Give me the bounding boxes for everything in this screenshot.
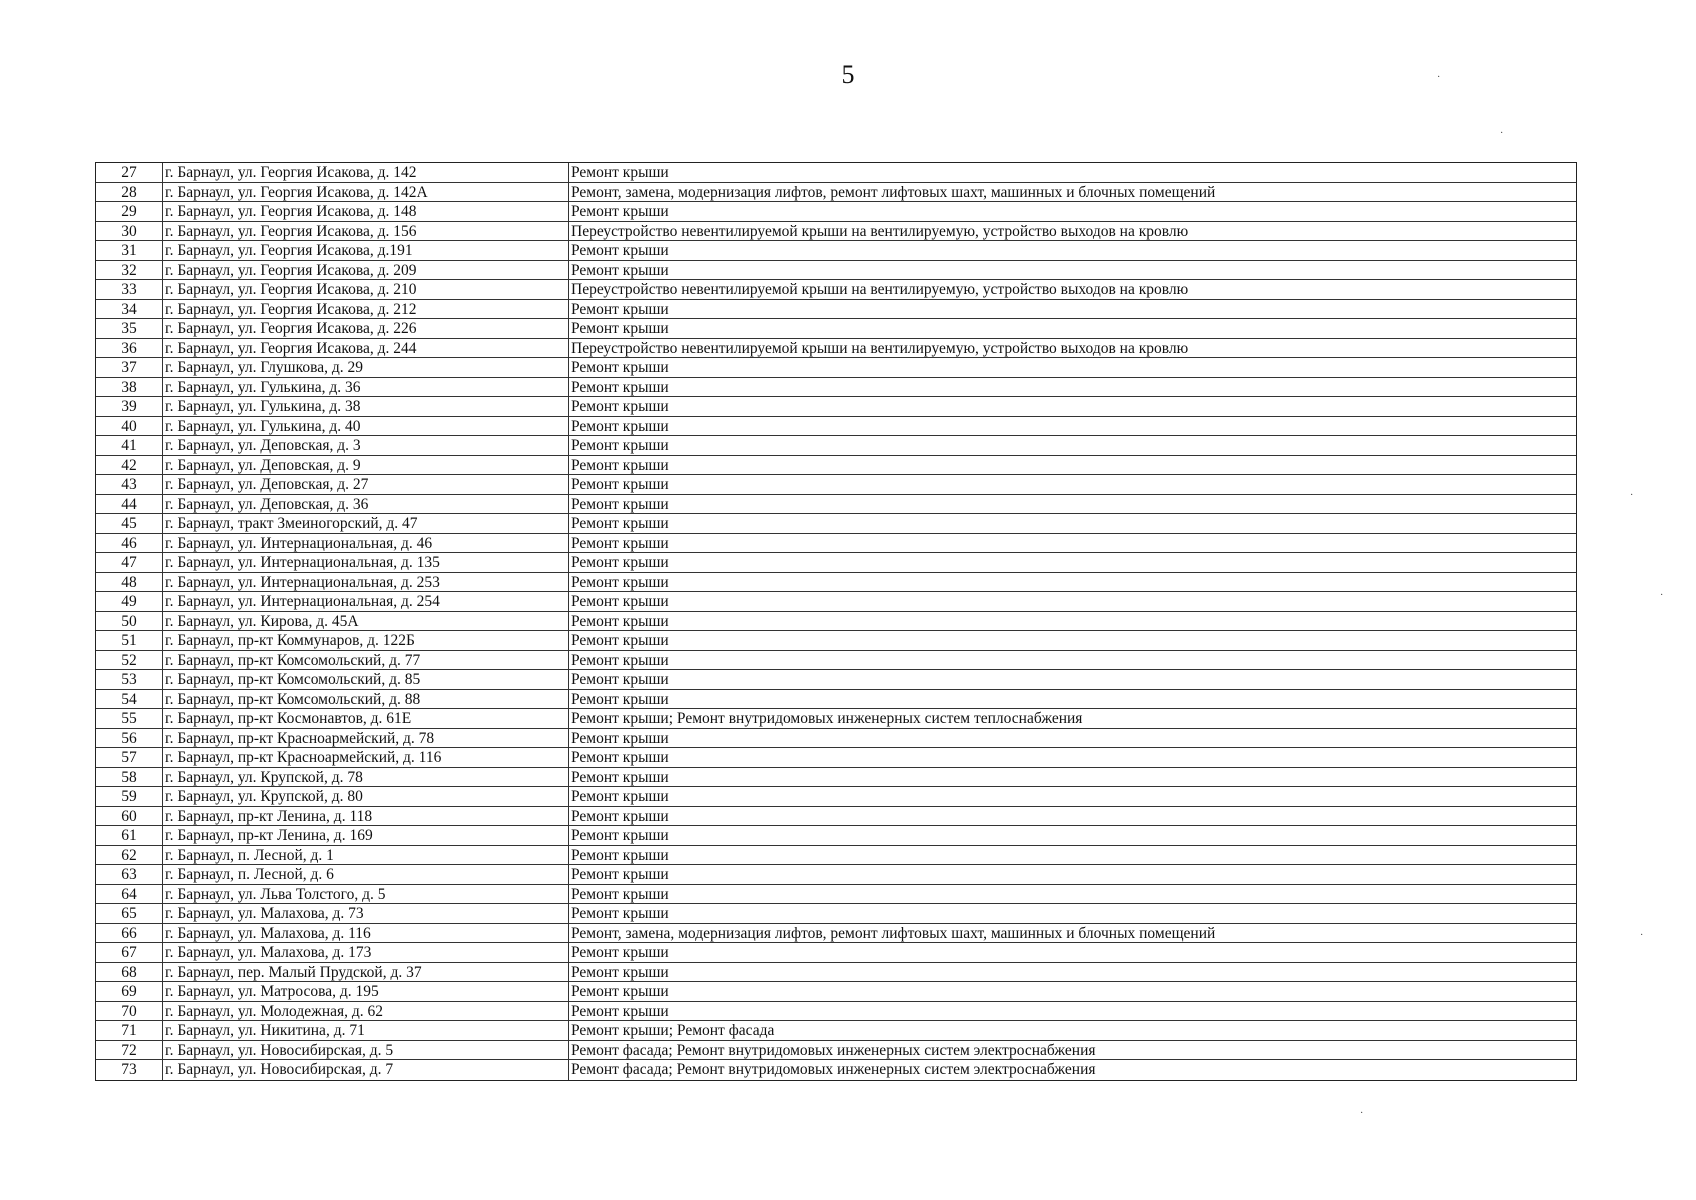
address-cell: г. Барнаул, ул. Георгия Исакова, д. 210 bbox=[163, 280, 569, 299]
scan-speck: · bbox=[1660, 590, 1664, 601]
address-cell: г. Барнаул, ул. Георгия Исакова, д. 156 bbox=[163, 222, 569, 241]
table-row bbox=[96, 261, 1576, 281]
row-number-cell: 47 bbox=[96, 553, 163, 572]
address-cell: г. Барнаул, пр-кт Ленина, д. 118 bbox=[163, 807, 569, 826]
table-row bbox=[96, 651, 1576, 671]
address-cell: г. Барнаул, ул. Гулькина, д. 40 bbox=[163, 417, 569, 436]
work-type-cell: Ремонт крыши bbox=[571, 807, 669, 825]
row-number-cell: 29 bbox=[96, 202, 163, 221]
work-type-cell: Ремонт, замена, модернизация лифтов, ремонт лифтовых шахт, машинных и блочных помещений bbox=[571, 183, 1216, 201]
address-cell: г. Барнаул, пр-кт Красноармейский, д. 116 bbox=[163, 748, 569, 767]
address-cell: г. Барнаул, ул. Интернациональная, д. 254 bbox=[163, 592, 569, 611]
row-number-cell: 37 bbox=[96, 358, 163, 377]
work-type-cell: Ремонт крыши bbox=[571, 417, 669, 435]
work-type-cell: Переустройство невентилируемой крыши на вентилируемую, устройство выходов на кровлю bbox=[571, 281, 1189, 298]
row-number-cell: 43 bbox=[96, 475, 163, 494]
address-cell: г. Барнаул, пр-кт Космонавтов, д. 61Е bbox=[163, 709, 569, 728]
address-cell: г. Барнаул, ул. Крупской, д. 78 bbox=[163, 768, 569, 787]
table-row bbox=[96, 826, 1576, 846]
table-row bbox=[96, 982, 1576, 1002]
address-cell: г. Барнаул, ул. Глушкова, д. 29 bbox=[163, 358, 569, 377]
table-row bbox=[96, 729, 1576, 749]
address-cell: г. Барнаул, пр-кт Комсомольский, д. 77 bbox=[163, 651, 569, 670]
table-row bbox=[96, 1002, 1576, 1022]
address-cell: г. Барнаул, ул. Георгия Исакова, д. 226 bbox=[163, 319, 569, 338]
table-row bbox=[96, 241, 1576, 261]
work-type-cell: Ремонт крыши bbox=[571, 651, 669, 669]
address-cell: г. Барнаул, ул. Георгия Исакова, д. 212 bbox=[163, 300, 569, 319]
row-number-cell: 45 bbox=[96, 514, 163, 533]
row-number-cell: 66 bbox=[96, 924, 163, 943]
row-number-cell: 34 bbox=[96, 300, 163, 319]
work-type-cell: Ремонт фасада; Ремонт внутридомовых инженерных систем электроснабжения bbox=[571, 1061, 1096, 1078]
work-type-cell: Ремонт крыши bbox=[571, 671, 669, 688]
table-row bbox=[96, 846, 1576, 866]
row-number-cell: 72 bbox=[96, 1041, 163, 1060]
row-number-cell: 46 bbox=[96, 534, 163, 553]
address-cell: г. Барнаул, ул. Малахова, д. 173 bbox=[163, 943, 569, 962]
row-number-cell: 61 bbox=[96, 826, 163, 845]
work-type-cell: Ремонт крыши bbox=[571, 944, 669, 961]
table-row bbox=[96, 787, 1576, 807]
work-type-cell: Ремонт крыши bbox=[571, 612, 669, 630]
work-type-cell: Ремонт крыши bbox=[571, 456, 669, 474]
row-number-cell: 71 bbox=[96, 1021, 163, 1040]
address-cell: г. Барнаул, пер. Малый Прудской, д. 37 bbox=[163, 963, 569, 982]
work-type-cell: Ремонт фасада; Ремонт внутридомовых инженерных систем электроснабжения bbox=[571, 1041, 1096, 1059]
work-type-cell: Ремонт крыши bbox=[571, 515, 669, 532]
table-row bbox=[96, 670, 1576, 690]
row-number-cell: 64 bbox=[96, 885, 163, 904]
address-cell: г. Барнаул, ул. Матросова, д. 195 bbox=[163, 982, 569, 1001]
work-type-cell: Ремонт крыши bbox=[571, 749, 669, 766]
address-cell: г. Барнаул, п. Лесной, д. 6 bbox=[163, 865, 569, 884]
row-number-cell: 33 bbox=[96, 280, 163, 299]
row-number-cell: 53 bbox=[96, 670, 163, 689]
address-cell: г. Барнаул, пр-кт Коммунаров, д. 122Б bbox=[163, 631, 569, 650]
work-type-cell: Ремонт крыши bbox=[571, 534, 669, 552]
address-cell: г. Барнаул, ул. Георгия Исакова, д. 142 bbox=[163, 163, 569, 182]
table-row bbox=[96, 768, 1576, 788]
scan-speck: · bbox=[1630, 490, 1634, 501]
table-row bbox=[96, 436, 1576, 456]
row-number-cell: 56 bbox=[96, 729, 163, 748]
scan-speck: · bbox=[1640, 930, 1644, 941]
address-cell: г. Барнаул, пр-кт Красноармейский, д. 78 bbox=[163, 729, 569, 748]
table-row bbox=[96, 943, 1576, 963]
row-number-cell: 32 bbox=[96, 261, 163, 280]
row-number-cell: 36 bbox=[96, 339, 163, 358]
table-row bbox=[96, 514, 1576, 534]
table-row bbox=[96, 456, 1576, 476]
table-row bbox=[96, 748, 1576, 768]
address-cell: г. Барнаул, ул. Гулькина, д. 36 bbox=[163, 378, 569, 397]
table-row bbox=[96, 300, 1576, 320]
table-row bbox=[96, 280, 1576, 300]
work-type-cell: Ремонт крыши bbox=[571, 866, 669, 883]
table-row bbox=[96, 690, 1576, 710]
address-cell: г. Барнаул, ул. Деповская, д. 3 bbox=[163, 436, 569, 455]
work-type-cell: Ремонт крыши bbox=[571, 729, 669, 747]
address-cell: г. Барнаул, ул. Молодежная, д. 62 bbox=[163, 1002, 569, 1021]
work-type-cell: Ремонт крыши bbox=[571, 632, 669, 649]
scan-speck: · bbox=[1360, 1108, 1364, 1119]
work-type-cell: Ремонт крыши; Ремонт фасада bbox=[571, 1022, 775, 1039]
row-number-cell: 40 bbox=[96, 417, 163, 436]
work-type-cell: Ремонт крыши bbox=[571, 905, 669, 922]
table-row bbox=[96, 963, 1576, 983]
row-number-cell: 67 bbox=[96, 943, 163, 962]
row-number-cell: 68 bbox=[96, 963, 163, 982]
work-type-cell: Ремонт крыши bbox=[571, 554, 669, 571]
row-number-cell: 57 bbox=[96, 748, 163, 767]
table-row bbox=[96, 534, 1576, 554]
table-row bbox=[96, 904, 1576, 924]
work-type-cell: Ремонт крыши bbox=[571, 378, 669, 396]
work-type-cell: Ремонт крыши bbox=[571, 359, 669, 376]
address-cell: г. Барнаул, ул. Никитина, д. 71 bbox=[163, 1021, 569, 1040]
row-number-cell: 63 bbox=[96, 865, 163, 884]
address-cell: г. Барнаул, ул. Деповская, д. 9 bbox=[163, 456, 569, 475]
address-cell: г. Барнаул, ул. Малахова, д. 116 bbox=[163, 924, 569, 943]
work-type-cell: Ремонт крыши bbox=[571, 164, 669, 181]
work-type-cell: Ремонт крыши bbox=[571, 261, 669, 279]
address-cell: г. Барнаул, пр-кт Ленина, д. 169 bbox=[163, 826, 569, 845]
table-row bbox=[96, 1041, 1576, 1061]
work-type-cell: Ремонт крыши bbox=[571, 437, 669, 454]
work-type-cell: Ремонт крыши bbox=[571, 320, 669, 337]
row-number-cell: 59 bbox=[96, 787, 163, 806]
address-cell: г. Барнаул, ул. Интернациональная, д. 46 bbox=[163, 534, 569, 553]
address-cell: г. Барнаул, ул. Деповская, д. 36 bbox=[163, 495, 569, 514]
table-row bbox=[96, 592, 1576, 612]
row-number-cell: 35 bbox=[96, 319, 163, 338]
table-row bbox=[96, 183, 1576, 203]
work-type-cell: Ремонт, замена, модернизация лифтов, ремонт лифтовых шахт, машинных и блочных помещений bbox=[571, 924, 1216, 942]
address-cell: г. Барнаул, ул. Георгия Исакова, д. 244 bbox=[163, 339, 569, 358]
address-cell: г. Барнаул, ул. Малахова, д. 73 bbox=[163, 904, 569, 923]
row-number-cell: 62 bbox=[96, 846, 163, 865]
row-number-cell: 52 bbox=[96, 651, 163, 670]
row-number-cell: 50 bbox=[96, 612, 163, 631]
work-type-cell: Ремонт крыши bbox=[571, 495, 669, 513]
table-row bbox=[96, 631, 1576, 651]
address-cell: г. Барнаул, ул. Георгия Исакова, д. 148 bbox=[163, 202, 569, 221]
work-type-cell: Ремонт крыши bbox=[571, 203, 669, 220]
table-row bbox=[96, 417, 1576, 437]
works-table bbox=[95, 162, 1577, 1081]
work-type-cell: Ремонт крыши bbox=[571, 1002, 669, 1020]
table-row bbox=[96, 222, 1576, 242]
scan-speck: · bbox=[1500, 128, 1504, 139]
work-type-cell: Переустройство невентилируемой крыши на вентилируемую, устройство выходов на кровлю bbox=[571, 222, 1189, 240]
work-type-cell: Ремонт крыши bbox=[571, 827, 669, 844]
work-type-cell: Ремонт крыши bbox=[571, 593, 669, 610]
work-type-cell: Переустройство невентилируемой крыши на вентилируемую, устройство выходов на кровлю bbox=[571, 339, 1189, 357]
row-number-cell: 30 bbox=[96, 222, 163, 241]
table-row bbox=[96, 1021, 1576, 1041]
row-number-cell: 49 bbox=[96, 592, 163, 611]
work-type-cell: Ремонт крыши bbox=[571, 846, 669, 864]
address-cell: г. Барнаул, ул. Георгия Исакова, д. 142А bbox=[163, 183, 569, 202]
row-number-cell: 54 bbox=[96, 690, 163, 709]
address-cell: г. Барнаул, ул. Георгия Исакова, д. 209 bbox=[163, 261, 569, 280]
table-row bbox=[96, 612, 1576, 632]
row-number-cell: 51 bbox=[96, 631, 163, 650]
work-type-cell: Ремонт крыши; Ремонт внутридомовых инженерных систем теплоснабжения bbox=[571, 710, 1083, 727]
address-cell: г. Барнаул, ул. Новосибирская, д. 5 bbox=[163, 1041, 569, 1060]
row-number-cell: 48 bbox=[96, 573, 163, 592]
row-number-cell: 28 bbox=[96, 183, 163, 202]
work-type-cell: Ремонт крыши bbox=[571, 476, 669, 493]
table-row bbox=[96, 924, 1576, 944]
work-type-cell: Ремонт крыши bbox=[571, 788, 669, 805]
table-row bbox=[96, 1060, 1576, 1080]
table-row bbox=[96, 573, 1576, 593]
work-type-cell: Ремонт крыши bbox=[571, 242, 669, 259]
table-row bbox=[96, 475, 1576, 495]
address-cell: г. Барнаул, ул. Георгия Исакова, д.191 bbox=[163, 241, 569, 260]
table-row bbox=[96, 709, 1576, 729]
row-number-cell: 60 bbox=[96, 807, 163, 826]
address-cell: г. Барнаул, ул. Кирова, д. 45А bbox=[163, 612, 569, 631]
table-row bbox=[96, 163, 1576, 183]
table-row bbox=[96, 358, 1576, 378]
row-number-cell: 44 bbox=[96, 495, 163, 514]
address-cell: г. Барнаул, пр-кт Комсомольский, д. 85 bbox=[163, 670, 569, 689]
work-type-cell: Ремонт крыши bbox=[571, 690, 669, 708]
row-number-cell: 27 bbox=[96, 163, 163, 182]
work-type-cell: Ремонт крыши bbox=[571, 573, 669, 591]
address-cell: г. Барнаул, ул. Интернациональная, д. 135 bbox=[163, 553, 569, 572]
table-row bbox=[96, 339, 1576, 359]
address-cell: г. Барнаул, ул. Гулькина, д. 38 bbox=[163, 397, 569, 416]
row-number-cell: 39 bbox=[96, 397, 163, 416]
row-number-cell: 69 bbox=[96, 982, 163, 1001]
row-number-cell: 58 bbox=[96, 768, 163, 787]
table-row bbox=[96, 397, 1576, 417]
address-cell: г. Барнаул, тракт Змеиногорский, д. 47 bbox=[163, 514, 569, 533]
address-cell: г. Барнаул, ул. Новосибирская, д. 7 bbox=[163, 1060, 569, 1080]
scan-speck: · bbox=[1437, 72, 1441, 83]
address-cell: г. Барнаул, ул. Льва Толстого, д. 5 bbox=[163, 885, 569, 904]
row-number-cell: 55 bbox=[96, 709, 163, 728]
table-row bbox=[96, 865, 1576, 885]
row-number-cell: 38 bbox=[96, 378, 163, 397]
row-number-cell: 31 bbox=[96, 241, 163, 260]
address-cell: г. Барнаул, п. Лесной, д. 1 bbox=[163, 846, 569, 865]
address-cell: г. Барнаул, ул. Интернациональная, д. 253 bbox=[163, 573, 569, 592]
table-row bbox=[96, 202, 1576, 222]
work-type-cell: Ремонт крыши bbox=[571, 300, 669, 318]
work-type-cell: Ремонт крыши bbox=[571, 398, 669, 415]
address-cell: г. Барнаул, ул. Крупской, д. 80 bbox=[163, 787, 569, 806]
table-row bbox=[96, 495, 1576, 515]
row-number-cell: 41 bbox=[96, 436, 163, 455]
table-row bbox=[96, 378, 1576, 398]
work-type-cell: Ремонт крыши bbox=[571, 983, 669, 1000]
work-type-cell: Ремонт крыши bbox=[571, 963, 669, 981]
row-number-cell: 65 bbox=[96, 904, 163, 923]
address-cell: г. Барнаул, ул. Деповская, д. 27 bbox=[163, 475, 569, 494]
row-number-cell: 42 bbox=[96, 456, 163, 475]
page-number: 5 bbox=[841, 60, 855, 89]
table-row bbox=[96, 807, 1576, 827]
work-type-cell: Ремонт крыши bbox=[571, 885, 669, 903]
table-row bbox=[96, 553, 1576, 573]
row-number-cell: 70 bbox=[96, 1002, 163, 1021]
table-row bbox=[96, 319, 1576, 339]
row-number-cell: 73 bbox=[96, 1060, 163, 1080]
work-type-cell: Ремонт крыши bbox=[571, 768, 669, 786]
table-row bbox=[96, 885, 1576, 905]
address-cell: г. Барнаул, пр-кт Комсомольский, д. 88 bbox=[163, 690, 569, 709]
